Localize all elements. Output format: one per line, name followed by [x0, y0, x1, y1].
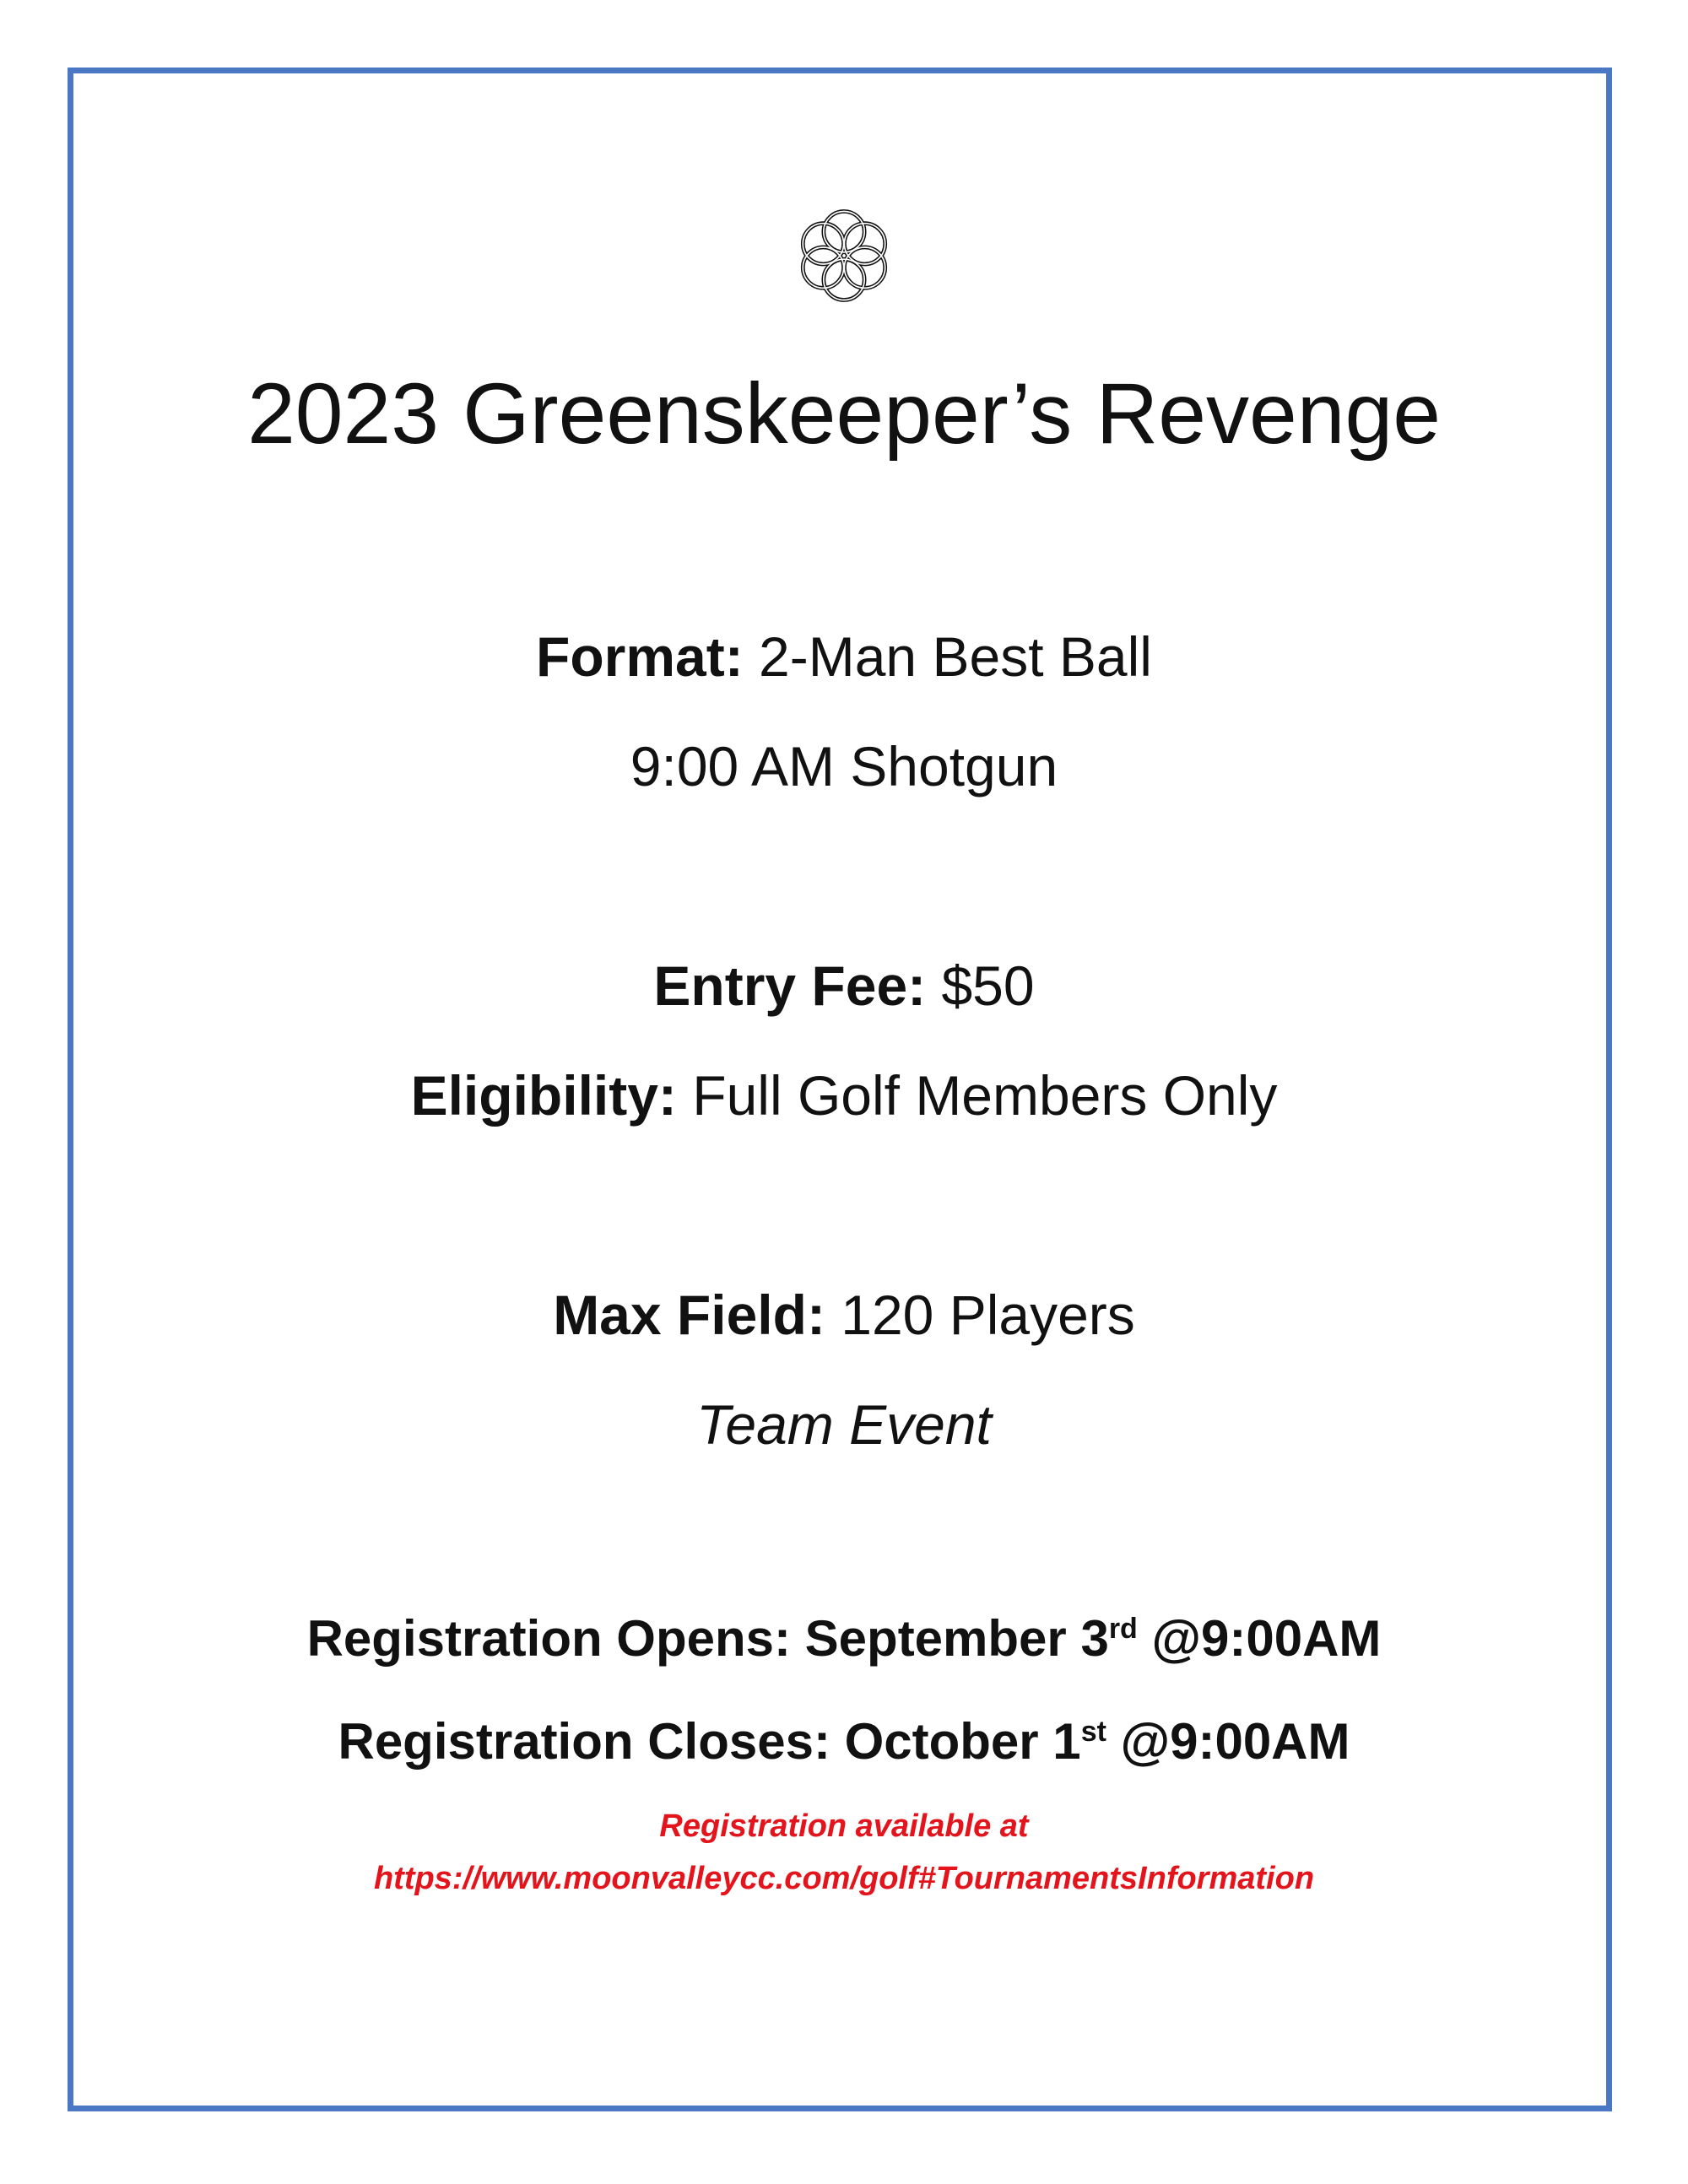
eligibility-value: Full Golf Members Only [676, 1064, 1278, 1127]
max-field-line [0, 1281, 1688, 1349]
start-time: 9:00 AM Shotgun [630, 735, 1058, 797]
celtic-knot-icon [791, 203, 897, 309]
registration-closes-text: Registration Closes: October 1 [338, 1713, 1081, 1770]
registration-opens-time: @9:00AM [1137, 1610, 1382, 1667]
eligibility-line [0, 1062, 1688, 1129]
format-value: 2-Man Best Ball [743, 625, 1152, 688]
registration-note: Registration available at [659, 1808, 1029, 1844]
max-field-value: 120 Players [825, 1284, 1135, 1346]
registration-link[interactable]: https://www.moonvalleycc.com/golf#TournamentsInformation [373, 1861, 1315, 1896]
registration-opens [0, 1607, 1688, 1671]
page-title: 2023 Greenskeeper’s Revenge [247, 365, 1441, 462]
event-type: Team Event [696, 1393, 992, 1456]
entry-fee-value: $50 [926, 954, 1035, 1017]
format-line [0, 623, 1688, 690]
registration-closes-suffix: st [1080, 1716, 1106, 1748]
registration-opens-suffix: rd [1108, 1613, 1138, 1645]
entry-fee-label: Entry Fee: [653, 954, 927, 1017]
eligibility-label: Eligibility: [410, 1064, 677, 1127]
registration-opens-text: Registration Opens: September 3 [306, 1610, 1109, 1667]
entry-fee-line [0, 952, 1688, 1019]
max-field-label: Max Field: [553, 1284, 825, 1346]
registration-closes-time: @9:00AM [1106, 1713, 1350, 1770]
registration-closes [0, 1710, 1688, 1774]
format-label: Format: [536, 625, 744, 688]
